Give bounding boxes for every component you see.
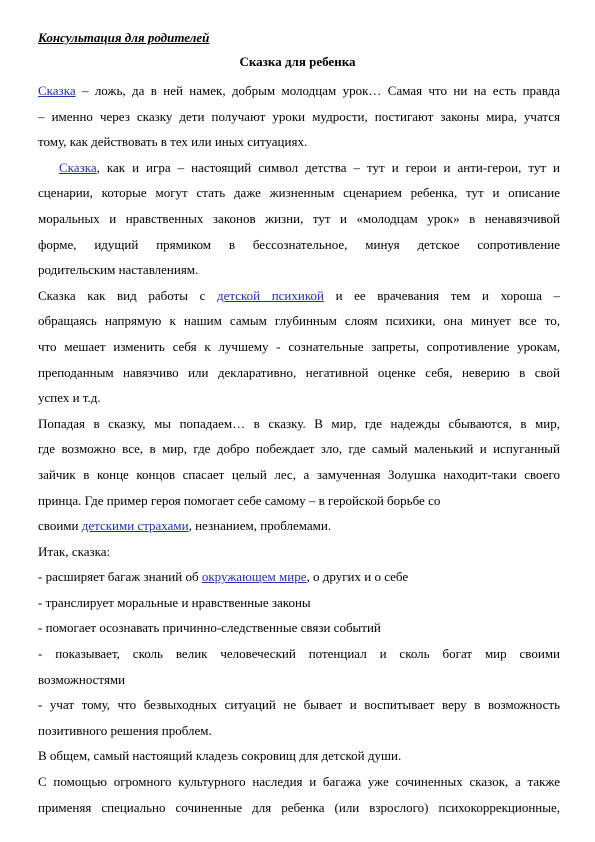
text-line: Сказка – ложь, да в ней намек, добрым молодцам урок… Самая что ни на есть правда [38, 83, 560, 98]
text-line: применяя специально сочиненные для ребенка (или взрослого) психокоррекционные, [38, 799, 560, 815]
text-line: Итак, сказка: [38, 543, 111, 559]
text-line: моральных и нравственных законов жизни, тут и «молодцам урок» в ненавязчивой [38, 210, 560, 226]
text-line: В общем, самый настоящий кладезь сокровищ для детской души. [38, 748, 402, 764]
text-line: сценарии, которые могут стать даже жизненным сценарием ребенка, тут и описание [38, 185, 560, 201]
child-fears-link[interactable]: детскими страхами [81, 518, 189, 534]
document-body [38, 78, 560, 820]
surrounding-world-link[interactable]: окружающем мире [201, 569, 307, 585]
text-line: Сказка как вид работы с детской психикой и ее врачевания тем и хороша – [38, 287, 560, 303]
text-line: что мешает изменить себя к лучшему - сознательные запреты, сопротивление урокам, [38, 338, 560, 354]
text-line: форме, идущий прямиком в бессознательное, минуя детское сопротивление [38, 236, 560, 252]
list-item: - помогает осознавать причинно-следственные связи событий [38, 620, 381, 636]
text-line: зайчик в конце концов спасает целый лес, а замученная Золушка находит-таки своего [38, 466, 560, 482]
list-item: - расширяет багаж знаний об окружающем мире, о других и о себе [38, 569, 409, 585]
text-line: Попадая в сказку, мы попадаем… в сказку. В мир, где надежды сбываются, в мир, [38, 415, 560, 431]
text-line: С помощью огромного культурного наследия и багажа уже сочиненных сказок, а также [38, 774, 560, 790]
list-item: - транслирует моральные и нравственные законы [38, 594, 311, 610]
text-line: преподанным навязчиво или декларативно, негативной оценке себя, неверию в свой [38, 364, 560, 380]
child-psyche-link[interactable]: детской психикой [216, 287, 324, 303]
document-title: Сказка для ребенка [239, 54, 356, 69]
text-line: тому, как действовать в тех или иных ситуациях. [38, 134, 308, 150]
list-item: - учат тому, что безвыходных ситуаций не бывает и воспитывает веру в возможность [38, 697, 560, 713]
text-line: где возможно все, в мир, где добро побеждает зло, где самый маленький и испуганный [38, 441, 560, 457]
list-item: - показывает, сколь велик человеческий потенциал и сколь богат мир своими [38, 646, 560, 662]
text-line: принца. Где пример героя помогает себе самому – в геройской борьбе со [38, 492, 441, 508]
skazka-link[interactable]: Сказка [59, 159, 97, 175]
text-line: своими детскими страхами, незнанием, проблемами. [38, 518, 332, 534]
text-line: родительским наставлениям. [38, 262, 199, 278]
text-line: обращаясь напрямую к нашим самым глубинным слоям психики, она минует все то, [38, 313, 560, 329]
text-line: успех и т.д. [38, 390, 101, 406]
document-header: Консультация для родителей [38, 30, 210, 45]
list-item-continuation: позитивного решения проблем. [38, 722, 212, 738]
skazka-link[interactable]: Сказка [38, 83, 76, 98]
list-item-continuation: возможностями [38, 671, 126, 687]
text-line: Сказка, как и игра – настоящий символ детства – тут и герои и анти-герои, тут и [59, 159, 560, 175]
text-line: – именно через сказку дети получают уроки мудрости, постигают законы мира, учатся [38, 108, 560, 124]
